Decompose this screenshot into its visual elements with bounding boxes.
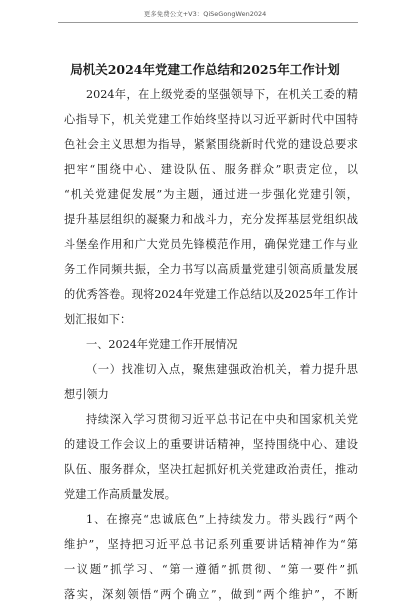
text-line: “机关党建促发展”为主题，通过进一步强化党建引领， xyxy=(64,188,358,201)
text-line: 的建设工作会议上的重要讲话精神，坚持围绕中心、建设 xyxy=(64,438,358,451)
text-line: 2024年，在上级党委的坚强领导下，在机关工委的精 xyxy=(86,88,358,101)
text-line: 1、在擦亮“忠诚底色”上持续发力。带头践行“两个 xyxy=(86,513,358,526)
body-paragraph xyxy=(64,507,358,607)
text-line: （一）找准切入点，聚焦建强政治机关，着力提升思 xyxy=(86,363,358,376)
text-line: 色社会主义思想为指导，紧紧围绕新时代党的建设总要求 xyxy=(64,138,358,151)
text-line: 持续深入学习贯彻习近平总书记在中央和国家机关党 xyxy=(86,413,358,426)
header-note: 更多免费公文+V3：QiSeGongWen2024 xyxy=(143,10,267,18)
text-line: 划汇报如下： xyxy=(64,313,132,326)
section-heading: 一、2024年党建工作开展情况 xyxy=(86,338,238,351)
intro-paragraph xyxy=(64,82,358,332)
text-line: 落实，深刻领悟“两个确立”，做到“两个维护”，不断 xyxy=(64,588,358,601)
text-line: 把牢“围绕中心、建设队伍、服务群众”职责定位，以 xyxy=(64,163,358,176)
text-line: 务工作同频共振，全力书写以高质量党建引领高质量发展 xyxy=(64,263,358,276)
document-body xyxy=(64,82,358,607)
text-line: 想引领力 xyxy=(64,388,109,401)
text-line: 一议题”抓学习、“第一遵循”抓贯彻、“第一要件”抓 xyxy=(64,563,358,576)
text-line: 的优秀答卷。现将2024年党建工作总结以及2025年工作计 xyxy=(64,288,358,301)
text-line: 维护”，坚持把习近平总书记系列重要讲话精神作为“第 xyxy=(64,538,358,551)
text-line: 党建工作高质量发展。 xyxy=(64,488,176,501)
header-divider xyxy=(58,22,358,23)
document-title: 局机关2024年党建工作总结和2025年工作计划 xyxy=(70,62,340,77)
body-paragraph xyxy=(64,407,358,507)
text-line: 心指导下，机关党建工作始终坚持以习近平新时代中国特 xyxy=(64,113,358,126)
text-line: 队伍、服务群众，坚决扛起抓好机关党建政治责任，推动 xyxy=(64,463,358,476)
text-line: 提升基层组织的凝聚力和战斗力，充分发挥基层党组织战 xyxy=(64,213,358,226)
text-line: 斗堡垒作用和广大党员先锋模范作用，确保党建工作与业 xyxy=(64,238,358,251)
subsection-heading xyxy=(64,357,358,407)
